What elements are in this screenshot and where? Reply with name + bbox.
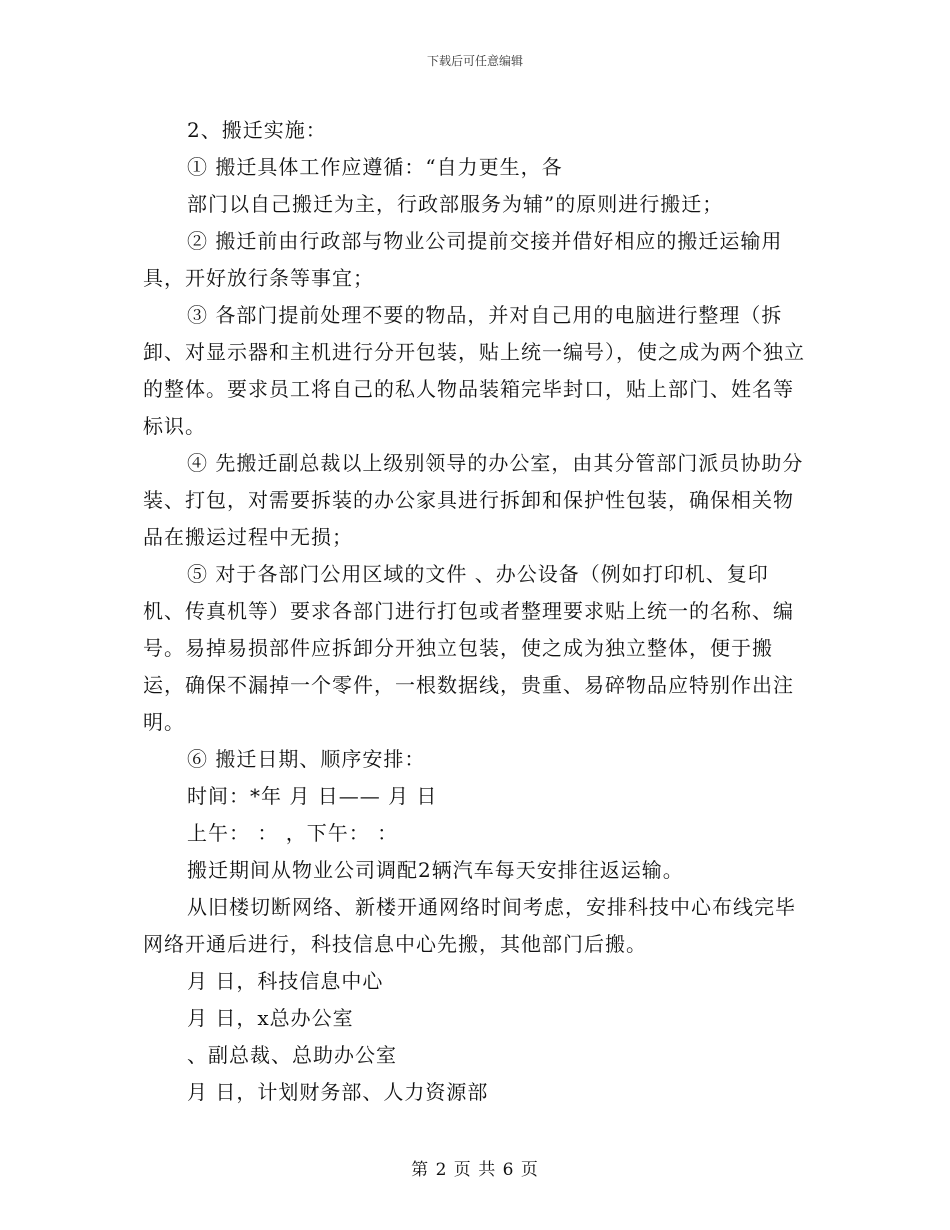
network-note: 从旧楼切断网络、新楼开通网络时间考虑，安排科技中心布线完毕网络开通后进行，科技信息中心先搬，其他部门后搬。: [143, 895, 796, 956]
paragraph-item-1b: 部门以自己搬迁为主，行政部服务为辅”的原则进行搬迁；: [187, 192, 724, 216]
paragraph-item-2: ② 搬迁前由行政部与物业公司提前交接并借好相应的搬迁运输用具，开好放行条等事宜；: [143, 229, 783, 290]
section-heading: 2、搬迁实施：: [187, 118, 327, 142]
schedule-day-2-cont: 、副总裁、总助办公室: [187, 1043, 397, 1067]
paragraph-item-5: ⑤ 对于各部门公用区域的文件 、办公设备（例如打印机、复印机、传真机等）要求各部门进行打包或者整理要求贴上统一的名称、编号。易掉易损部件应拆卸分开独立包装，使之成为独立整体，便于搬运，确保不漏掉一个零件，一根数据线，贵重、易碎物品应特别作出注明。: [143, 562, 794, 734]
paragraph-item-6: ⑥ 搬迁日期、顺序安排：: [187, 747, 426, 771]
page-header: 下载后可任意编辑: [426, 54, 523, 68]
paragraph-item-4: ④ 先搬迁副总裁以上级别领导的办公室，由其分管部门派员协助分装、打包，对需要拆装的办公家具进行拆卸和保护性包装，确保相关物品在搬运过程中无损；: [143, 451, 804, 549]
paragraph-item-3: ③ 各部门提前处理不要的物品，并对自己用的电脑进行整理（拆卸、对显示器和主机进行分开包装，贴上统一编号），使之成为两个独立的整体。要求员工将自己的私人物品装箱完毕封口，贴上部门、姓名等标识。: [143, 303, 805, 438]
paragraph-item-1a: ① 搬迁具体工作应遵循：“自力更生，各: [187, 155, 563, 179]
schedule-time: 时间：*年 月 日—— 月 日: [187, 784, 438, 808]
schedule-day-1: 月 日，科技信息中心: [187, 969, 384, 993]
schedule-hours: 上午： ： ，下午： ：: [187, 821, 399, 845]
document-body: [143, 112, 808, 1111]
schedule-day-2: 月 日，x总办公室: [187, 1006, 354, 1030]
schedule-day-3: 月 日，计划财务部、人力资源部: [187, 1080, 489, 1104]
page-footer: 第 2 页 共 6 页: [411, 1160, 539, 1180]
vehicle-note: 搬迁期间从物业公司调配2辆汽车每天安排往返运输。: [187, 858, 684, 882]
